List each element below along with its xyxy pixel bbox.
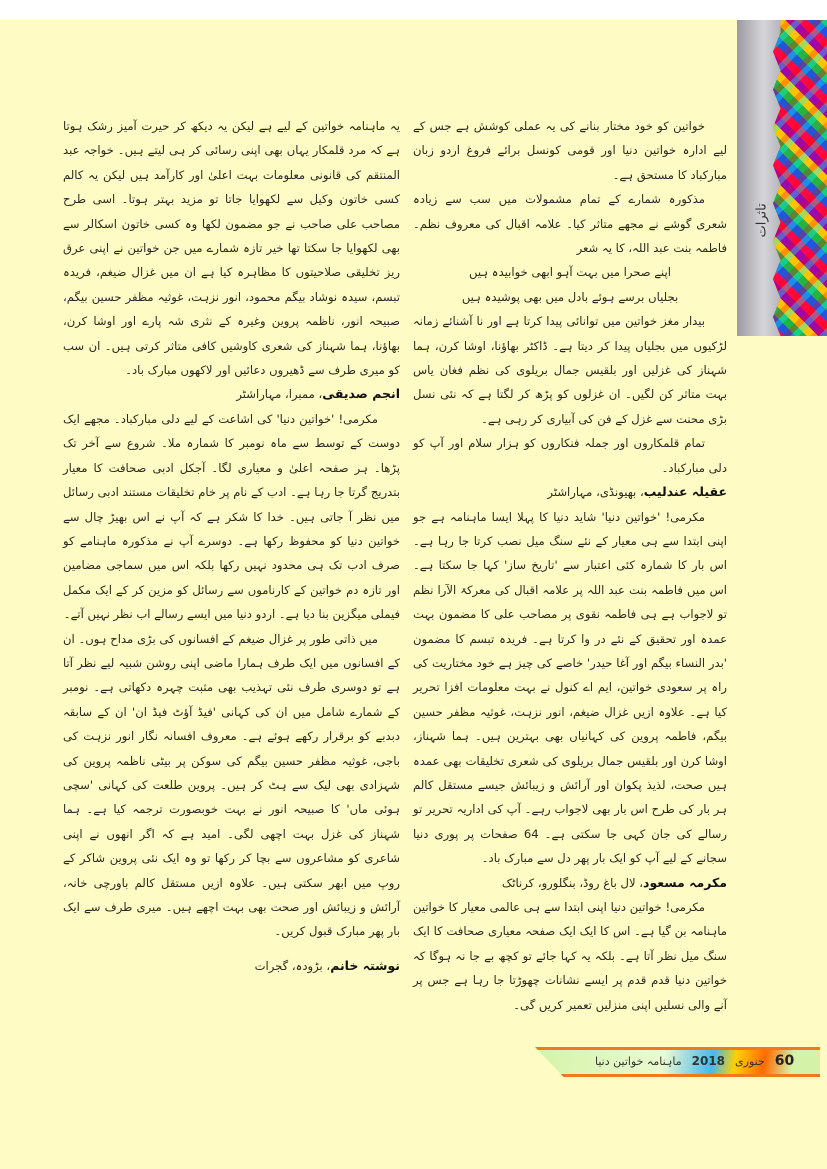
paragraph: مکرمی! 'خواتین دنیا' کی اشاعت کے لیے دلی مبارکباد۔ مجھے ایک دوست کے توسط سے ماہ نومبر کا شمارہ ملا۔ شروع سے آخر تک پڑھا۔ ہر صفحہ اعلیٰ و معیاری لگا۔ آجکل ادبی صحافت کا معیار بتدریج گرتا جا رہا ہے۔ ادب کے نام پر خام تخلیقات مستند ادبی رسائل میں نظر آ جاتی ہیں۔ خدا کا شکر ہے کہ آپ نے اس بھیڑ چال سے خواتین دنیا کو محفوظ رکھا ہے۔ دوسرے آپ نے مذکورہ ماہنامے کو صرف ادب تک ہی محدود نہیں رکھا بلکہ اس میں سماجی مضامین اور تازہ دم خواتین کے کارناموں سے رسائل کو مزین کر کے ایک مکمل فیملی میگزین بنا دیا ہے۔ اردو دنیا میں ایسے رسالے اب نظر نہیں آتے۔ [63, 411, 400, 622]
author-name: مکرمہ مسعود [643, 874, 727, 890]
letter-signature [63, 382, 400, 406]
author-name: نوشتہ خانم [330, 957, 400, 973]
author-place: ، لال باغ روڈ، بنگلورو، کرناٹک [501, 875, 644, 890]
section-title: تاثرات [754, 203, 770, 238]
letter-signature [413, 871, 727, 895]
author-name: انجم صدیقی [322, 386, 400, 402]
author-place: ، ممبرا، مہاراشٹر [236, 387, 323, 402]
paragraph: مکرمی! خواتین دنیا اپنی ابتدا سے ہی عالمی معیار کا خواتین ماہنامہ بن گیا ہے۔ اس کا ایک ایک صفحہ معیاری صحافت کا ایک سنگ میل نظر آتا ہے۔ بلکہ یہ کہا جائے تو کچھ بے جا نہ ہوگا کہ خواتین دنیا قدم قدم پر ایسے نشانات چھوڑتا جا رہا ہے جس پر آنے والی نسلیں اپنی منزلیں تعمیر کریں گی۔ [413, 900, 727, 1012]
letter-signature [413, 480, 727, 504]
paragraph: بیدار مغز خواتین میں توانائی پیدا کرتا ہے اور نا آشنائے زمانہ لڑکیوں میں بجلیاں پیدا کر دیتا ہے۔ ڈاکٹر بھاؤنا، اوشا کرن، ہما شہناز کی غزلیں اور بلقیس جمال بریلوی کی نظم فغان یاس بہت متاثر کن لگیں۔ ان غزلوں کو پڑھ کر لگتا ہے کہ نئی نسل بڑی محنت سے غزل کے فن کی آبیاری کر رہی ہے۔ [413, 314, 727, 426]
top-margin [0, 0, 827, 20]
page-number: 60 [774, 1053, 795, 1069]
paragraph: خواتین کو خود مختار بنانے کی یہ عملی کوشش ہے جس کے لیے ادارہ خواتین دنیا اور قومی کونسل برائے فروغ اردو زبان مبارکباد کا مستحق ہے۔ [413, 119, 727, 182]
paragraph: میں ذاتی طور پر غزال ضیغم کے افسانوں کی بڑی مداح ہوں۔ ان کے افسانوں میں ایک طرف ہمارا ماضی اپنی روشن شبیہ لیے نظر آتا ہے تو دوسری طرف نئی تہذیب بھی مثبت چہرہ دکھاتی ہے۔ نومبر کے شمارے شامل میں ان کی کہانی 'فیڈ آؤٹ فیڈ ان' ان کے سابقہ دبدبے کو برقرار رکھے ہوئے ہے۔ معروف افسانہ نگار انور نزہت کی باجی، غوثیہ مظفر حسین بیگم کی سوکن پر بیٹی ناظمہ پروین کی شہزادی بھی لیک سے ہٹ کر ہیں۔ پروین طلعت کی کہانی 'سچی ہوئی ماں' کا صبیحہ انور نے بہت خوبصورت ترجمہ کیا ہے۔ ہما شہناز کی غزل بہت اچھی لگی۔ امید ہے کہ اگر انھوں نے اپنی شاعری کو مشاعروں سے بچا کر رکھا تو وہ ایک نئی پروین شاکر کے روپ میں ابھر سکتی ہیں۔ علاوہ ازیں مستقل کالم باورچی خانہ، آرائش و زیبائش اور صحت بھی بہت اچھے ہیں۔ میری طرف سے ایک بار پھر مبارک قبول کریں۔ [63, 631, 400, 939]
right-column [413, 114, 727, 1017]
paragraph: یہ ماہنامہ خواتین کے لیے ہے لیکن یہ دیکھ کر حیرت آمیز رشک ہوتا ہے کہ مرد قلمکار یہاں بھی اپنی رسائی کر ہی لیتے ہیں۔ خواجہ عبد المنتقم کی قانونی معلومات بہت اعلیٰ اور کارآمد ہیں لیکن یہ کالم کسی خاتون وکیل سے لکھوایا جاتا تو مزید بہتر ہوتا۔ اسی طرح مصاحب علی صاحب نے جو مضمون لکھا وہ کسی خاتون اسکالر سے بھی لکھوایا جا سکتا تھا خیر تازہ شمارے میں جن خواتین نے اپنی عرق ریز تخلیقی صلاحیتوں کا مظاہرہ کیا ہے ان میں غزال ضیغم، فریدہ تبسم، سیدہ نوشاد بیگم محمود، انور نزہت، غوثیہ مظفر حسین بیگم، صبیحہ انور، ناظمہ پروین وغیرہ کے نثری شہ پارے اور اوشا کرن، بھاؤنا، ہما شہناز کی شعری کاوشیں کافی متاثر کرتی ہیں۔ ان سب کو میری طرف سے ڈھیروں دعائیں اور لاکھوں مبارک باد۔ [63, 119, 400, 378]
paragraph: تمام قلمکاروں اور جملہ فنکاروں کو ہزار سلام اور آپ کو دلی مبارکباد۔ [413, 436, 727, 475]
verse-line: بجلیاں برسے ہوئے بادل میں بھی پوشیدہ ہیں [461, 289, 679, 304]
magazine-name: ماہنامہ خواتین دنیا [595, 1054, 682, 1068]
author-place: ، بھیونڈی، مہاراشٹر [547, 485, 644, 500]
left-column [63, 114, 400, 978]
page-footer-banner [535, 1047, 820, 1077]
author-name: عقیلہ عندلیب [643, 484, 727, 500]
section-tab-decoration [737, 20, 827, 336]
footer-text [595, 1053, 794, 1069]
issue-year: 2018 [691, 1054, 726, 1068]
letter-signature [63, 954, 400, 978]
zigzag-pattern [773, 20, 827, 336]
issue-month: جنوری [735, 1054, 765, 1068]
author-place: ، بڑودہ، گجرات [254, 958, 331, 973]
grey-strip [737, 20, 781, 336]
paragraph: مکرمی! 'خواتین دنیا' شاید دنیا کا پہلا ایسا ماہنامہ ہے جو اپنی ابتدا سے ہی معیار کے نئے سنگ میل نصب کرتا جا رہا ہے۔ اس بار کا شمارہ کئی اعتبار سے 'تاریخ ساز' کہا جا سکتا ہے۔ اس میں فاطمہ بنت عبد اللہ پر علامہ اقبال کی معرکۃ الآرا نظم تو لاجواب ہے ہی فاطمہ نقوی پر مصاحب علی کا مضمون بہت عمدہ اور تحقیق کے نئے در وا کرتا ہے۔ فریدہ تبسم کا مضمون 'بدر النساء بیگم اور آغا حیدر' خاصے کی چیز ہے خود مختاریت کی راہ پر سعودی خواتین، ایم اے کنول نے بہت معلومات افزا تحریر کیا ہے۔ علاوہ ازیں غزال ضیغم، انور نزہت، غوثیہ مظفر حسین بیگم، فاطمہ پروین کی کہانیاں بھی بہترین ہیں۔ ہما شہناز، اوشا کرن اور بلقیس جمال بریلوی کی شعری تخلیقات بھی عمدہ ہیں صحت، لذیذ پکوان اور آرائش و زیبائش جیسے مستقل کالم ہر بار کی طرح اس بار بھی لاجواب رہے۔ آپ کی اداریہ تحریر تو رسالے کی جان کہی جا سکتی ہے۔ 64 صفحات پر پوری دنیا سجانے کے لیے آپ کو ایک بار پھر دل سے مبارک باد۔ [413, 509, 727, 866]
verse-line: اپنے صحرا میں بہت آہو ابھی خوابیدہ ہیں [469, 265, 671, 280]
paragraph: مذکورہ شمارے کے تمام مشمولات میں سب سے زیادہ شعری گوشے نے مجھے متاثر کیا۔ علامہ اقبال کی معروف نظم۔ فاطمہ بنت عبد اللہ، کا یہ شعر [413, 192, 727, 256]
